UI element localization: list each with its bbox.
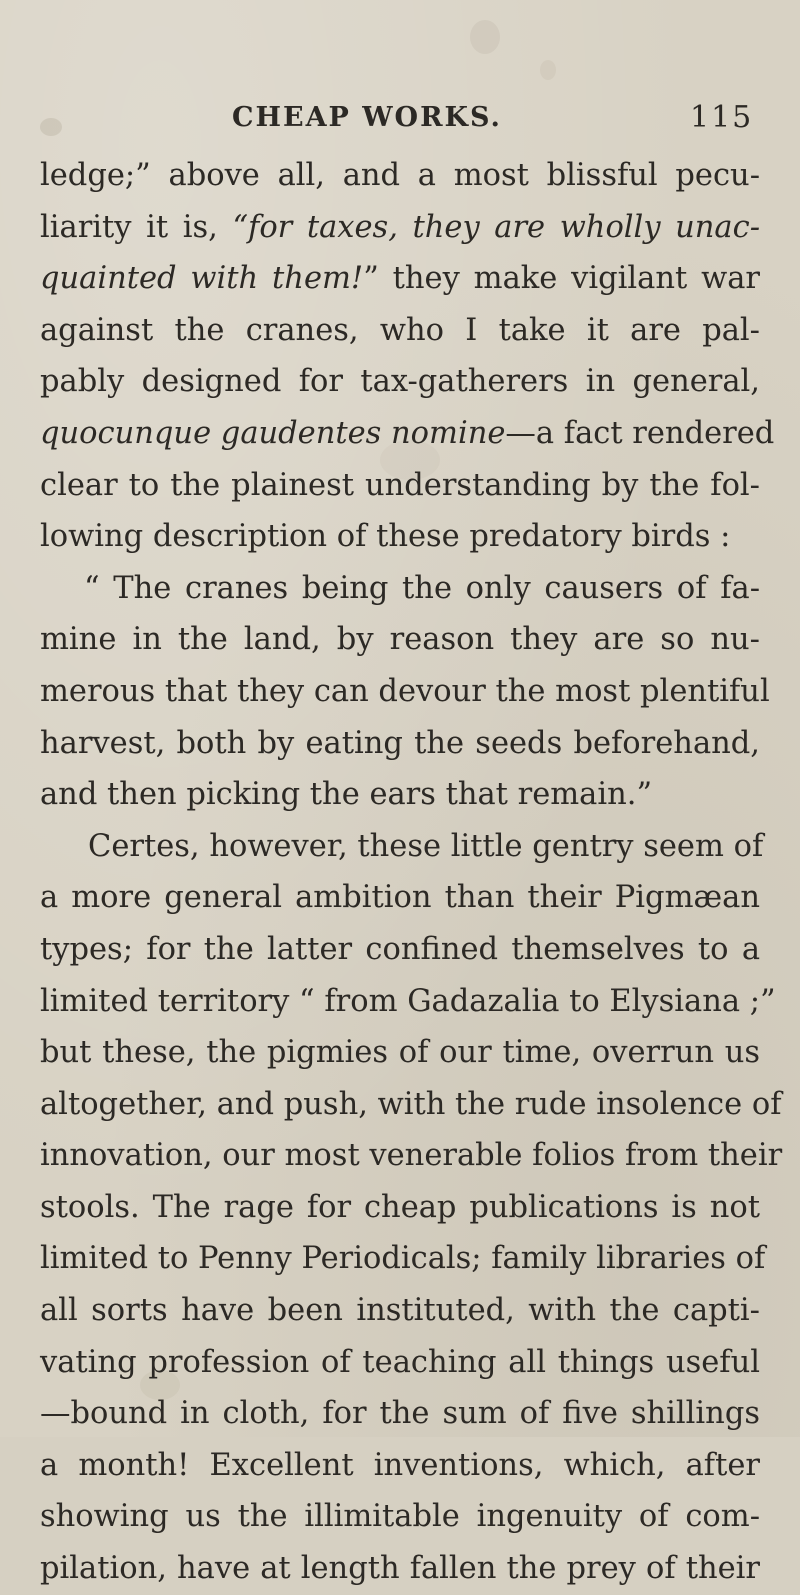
text-line: innovation, our most venerable folios from their <box>40 1138 783 1174</box>
text-line: vating profession of teaching all things useful <box>40 1344 760 1380</box>
text-line: mine in the land, by reason they are so nu- <box>40 622 760 658</box>
text-line: limited to Penny Periodicals; family libraries of <box>40 1241 766 1277</box>
text-line <box>40 202 760 254</box>
text-line: ledge;” above all, and a most blissful pecu- <box>40 158 760 193</box>
text-line: all sorts have been instituted, with the capti- <box>40 1293 760 1329</box>
text-line: pably designed for tax-gatherers in general, <box>40 364 760 400</box>
italic-fragment: “for taxes, they are wholly unac- <box>232 209 761 245</box>
text-line: Certes, however, these little gentry seem of <box>88 828 764 864</box>
running-head: CHEAP WORKS. <box>232 102 502 133</box>
text-line: lowing description of these predatory birds : <box>40 519 731 555</box>
body-text <box>40 150 783 1595</box>
paper-stain <box>470 20 500 54</box>
page-number: 115 <box>690 100 754 135</box>
text-line: clear to the plainest understanding by the fol- <box>40 467 760 503</box>
text-line: and then picking the ears that remain.” <box>40 777 653 813</box>
text-line: but these, the pigmies of our time, overrun us <box>40 1035 760 1071</box>
italic-fragment: quocunque gaudentes nomine <box>40 415 506 451</box>
text-line: pilation, have at length fallen the prey of their <box>40 1551 760 1587</box>
text-line: a month! Excellent inventions, which, after <box>40 1447 760 1483</box>
text-line: types; for the latter confined themselves to a <box>40 931 760 967</box>
text-fragment: ” they make vigilant war <box>363 261 760 297</box>
text-line: stools. The rage for cheap publications is not <box>40 1189 760 1225</box>
text-line: altogether, and push, with the rude insolence of <box>40 1086 782 1122</box>
paper-stain <box>540 60 556 80</box>
text-line: showing us the illimitable ingenuity of com- <box>40 1499 760 1535</box>
text-line: —bound in cloth, for the sum of five shillings <box>40 1396 760 1432</box>
text-line: harvest, both by eating the seeds beforehand, <box>40 725 760 761</box>
italic-fragment: quainted with them! <box>40 261 364 297</box>
text-line <box>40 408 775 460</box>
text-line: limited territory “ from Gadazalia to Elysiana ;” <box>40 983 776 1019</box>
text-fragment: —a fact rendered <box>505 415 775 451</box>
text-line <box>40 253 760 305</box>
text-line: against the cranes, who I take it are pal- <box>40 312 760 348</box>
text-line: merous that they can devour the most plentiful <box>40 673 770 709</box>
text-line: a more general ambition than their Pigmæan <box>40 880 760 916</box>
text-line: “ The cranes being the only causers of fa- <box>84 570 760 606</box>
text-fragment: liarity it is, <box>40 209 233 245</box>
page-header <box>0 100 800 140</box>
